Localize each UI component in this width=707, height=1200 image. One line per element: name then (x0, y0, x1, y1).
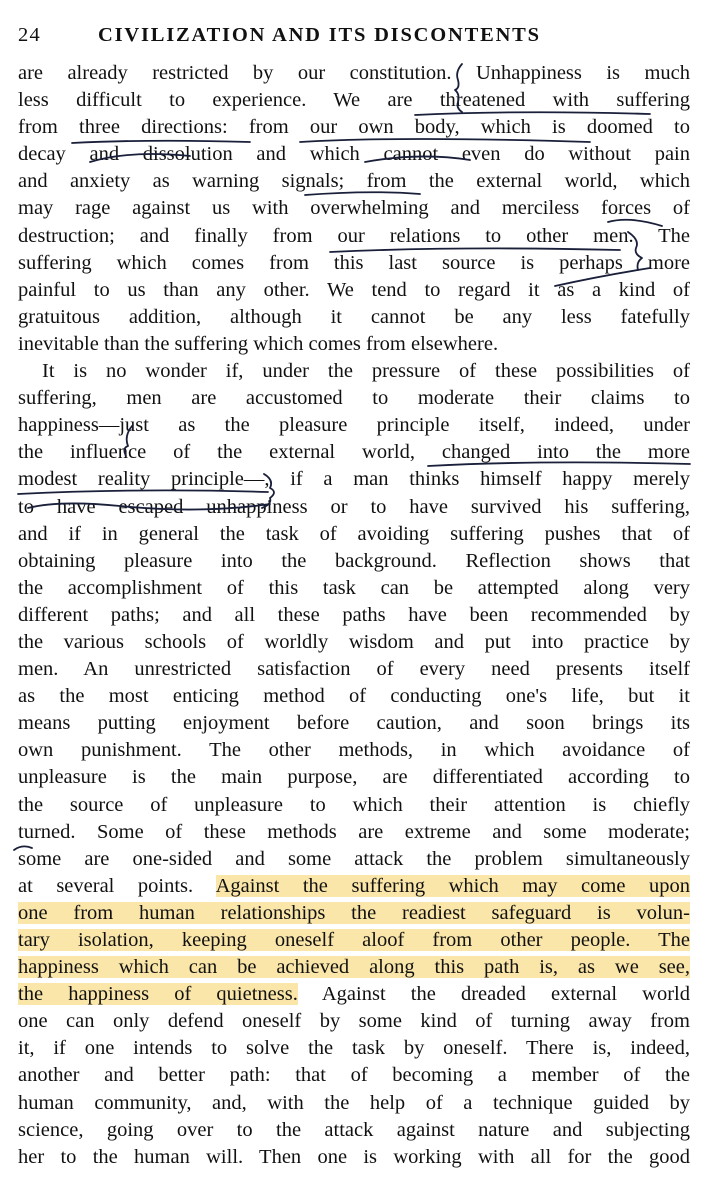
text-line: science, going over to the attack against nature and subjecting (18, 1118, 690, 1141)
text-line: men. An unrestricted satisfaction of every need presents itself (18, 658, 690, 681)
text-line: decay and dissolution and which cannot even do without pain (18, 143, 690, 166)
highlighted-passage: one from human relationships the readiest safeguard is volun- (18, 901, 690, 924)
highlighted-passage: tary isolation, keeping oneself aloof from other people. The (18, 929, 690, 951)
text-line: turned. Some of these methods are extreme and some moderate; (18, 820, 690, 843)
text-line: painful to us than any other. We tend to regard it as a kind of (18, 278, 690, 301)
highlighted-passage: happiness which can be achieved along this path is, as we see, (18, 956, 690, 979)
text-line: suffering, men are accustomed to moderate their claims to (18, 387, 690, 410)
page-number: 24 (18, 24, 41, 46)
text-line: her to the human will. Then one is working with all for the good (18, 1145, 690, 1168)
text-line: destruction; and finally from our relations to other men. The (18, 224, 690, 247)
text-line: unpleasure is the main purpose, are differentiated according to (18, 766, 690, 789)
text-line: It is no wonder if, under the pressure of these possibilities of (42, 360, 690, 383)
text-line: one can only defend oneself by some kind of turning away from (18, 1010, 690, 1033)
text-line: obtaining pleasure into the background. Reflection shows that (18, 549, 690, 572)
text-line: as the most enticing method of conducting one's life, but it (18, 685, 690, 708)
highlighted-passage: the happiness of quietness. (18, 983, 298, 1006)
running-title: CIVILIZATION AND ITS DISCONTENTS (98, 24, 541, 46)
text-line: human community, and, with the help of a technique guided by (18, 1091, 690, 1114)
text-line: the accomplishment of this task can be attempted along very (18, 576, 690, 599)
text-line: less difficult to experience. We are threatened with suffering (18, 89, 690, 112)
text-line: at several points. Against the suffering which may come upon (18, 874, 690, 897)
text-line: and if in general the task of avoiding suffering pushes that of (18, 522, 690, 545)
text-line (18, 927, 690, 954)
text-line: happiness—just as the pleasure principle itself, indeed, under (18, 414, 690, 437)
text-line: from three directions: from our own body, which is doomed to (18, 116, 690, 139)
text-line (18, 954, 690, 981)
text-line: the influence of the external world, changed into the more (18, 441, 690, 464)
text-line: modest reality principle—, if a man thinks himself happy merely (18, 468, 690, 491)
text-line: are already restricted by our constitution. Unhappiness is much (18, 62, 690, 84)
text-line: another and better path: that of becoming a member of the (18, 1064, 690, 1087)
text-line: the source of unpleasure to which their attention is chiefly (18, 793, 690, 816)
text-line: own punishment. The other methods, in which avoidance of (18, 739, 690, 762)
text-line: some are one-sided and some attack the problem simultaneously (18, 847, 690, 870)
text-line (18, 900, 690, 927)
text-line: it, if one intends to solve the task by oneself. There is, indeed, (18, 1037, 690, 1060)
running-header (18, 24, 690, 54)
text-line: means putting enjoyment before caution, and soon brings its (18, 712, 690, 735)
text-line: suffering which comes from this last source is perhaps more (18, 251, 690, 274)
body-text (18, 60, 690, 1171)
text-line: inevitable than the suffering which comes from elsewhere. (18, 332, 499, 355)
text-line: and anxiety as warning signals; from the external world, which (18, 170, 690, 193)
text-line: gratuitous addition, although it cannot be any less fatefully (18, 305, 690, 328)
text-line: the various schools of worldly wisdom and put into practice by (18, 630, 690, 653)
text-line: to have escaped unhappiness or to have survived his suffering, (18, 495, 690, 518)
text-line: different paths; and all these paths have been recommended by (18, 603, 690, 626)
text-line: may rage against us with overwhelming and merciless forces of (18, 197, 690, 220)
text-line: the happiness of quietness. Against the dreaded external world (18, 983, 690, 1006)
highlighted-passage: Against the suffering which may come upon (215, 874, 690, 897)
